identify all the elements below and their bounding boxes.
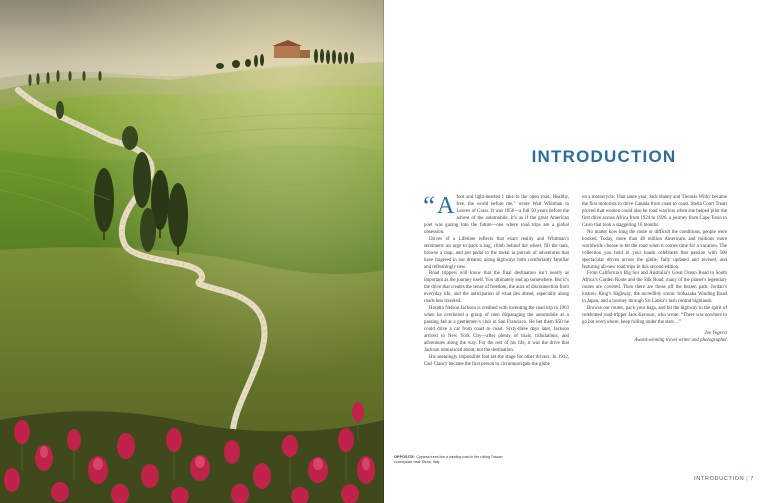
paragraph: Drives of a Lifetime reflects that exact reality and Whitman’s sentiment: an urge to pack a bag, climb behind the wheel, fill the tank, browse a map, and put pedal to the metal in pursuit of adventures that have lingered in our dreams, along highways both comfortably familiar and refreshingly new.: [424, 236, 569, 270]
text-column-left: [423, 191, 569, 369]
paragraph: His seemingly impossible feat set the stage for other drivers. In 1912, Carl Clancy became the first person to circumnavigate the globe: [424, 354, 569, 367]
author-title: Award-winning travel writer and photographer: [634, 338, 727, 344]
page-folio: [674, 476, 754, 482]
page-title: INTRODUCTION: [531, 147, 677, 166]
photo-caption: [394, 455, 514, 465]
paragraph: Road trippers will know that the final destination isn’t nearly as important as the journey itself. You ultimately end up somewhere. But it’s the drive that creates the sense of freedom, the aura of disconnection from everyday life, and the anticipation of what lies ahead, especially along roads less traveled.: [424, 271, 569, 305]
opening-paragraph: [423, 191, 569, 237]
folio-separator: |: [746, 476, 749, 482]
author-name: Joe Yogerst: [704, 331, 727, 337]
text-column-right: [582, 195, 727, 345]
tuscan-road-illustration: [0, 0, 384, 503]
paragraph: on a motorcycle. That same year, Jack Haney and Thomas Wilby became the first motorists to drive Canada from coast to coast. Stella Court Treatt proved that women could also be road warriors when she helped pilot the first drive across Africa from 1924 to 1926, a journey from Cape Town to Cairo that took a staggering 16 months.: [582, 195, 727, 228]
paragraph: Browse our routes, pack your bags, and hit the highway in the spirit of celebrated road-tripper Jack Kerouac, who wrote: “There was nowhere to go but everywhere, keep rolling under the stars ...”: [582, 306, 727, 326]
paragraph-text: foot and light-hearted I take to the open road, Healthy, free, the world before me,” wrote Walt Whitman in Leaves of Grass. It was 1856—a full 50 years before the advent of the automobile. It’s as if the great American poet was gazing into the future—one where road trips are a global obsession.: [424, 195, 569, 235]
dropcap-letter: A: [436, 193, 455, 219]
dropcap-quote: “: [423, 191, 435, 221]
paragraph: From California’s Big Sur and Australia’s Great Ocean Road to South Africa’s Garden Route and the Silk Road, many of the planet’s legendary routes are covered. Then there are those off the beaten path: Jordan’s historic King’s Highway, the incredibly scenic Irohazaka Winding Road in Japan, and a journey through Sri Lanka’s lush central highlands.: [582, 271, 727, 305]
caption-text: Cypress trees line a winding road in the rolling Tuscan countryside near Siena, Italy.: [394, 455, 503, 464]
paragraph: No matter how long the route or difficult the conditions, people were hooked. Today, more than 48 million Americans and millions more worldwide choose to hit the road when it comes time for a vacation. The collection you hold in your hands celebrates that passion with 500 spectacular drives across the globe, fully updated and revised, and featuring all-new road trips in this second edition.: [582, 229, 727, 270]
landscape-photo: [0, 0, 384, 503]
text-page: [384, 0, 771, 503]
caption-label: OPPOSITE:: [394, 455, 416, 459]
folio-label: INTRODUCTION: [694, 476, 745, 482]
paragraph: Horatio Nelson Jackson is credited with inventing the road trip in 1903 when he overheard a group of men disparaging the automobile as a passing fad at a gentlemen’s club in San Francisco. He bet them $50 he could drive a car from coast to coast. Sixty-three days later, Jackson arrived in New York City—after plenty of trials, tribulations, and adventures along the way. For the rest of his life, it was the drive that Jackson reminisced about, not the destination.: [424, 306, 569, 353]
page-number: 7: [750, 476, 754, 482]
